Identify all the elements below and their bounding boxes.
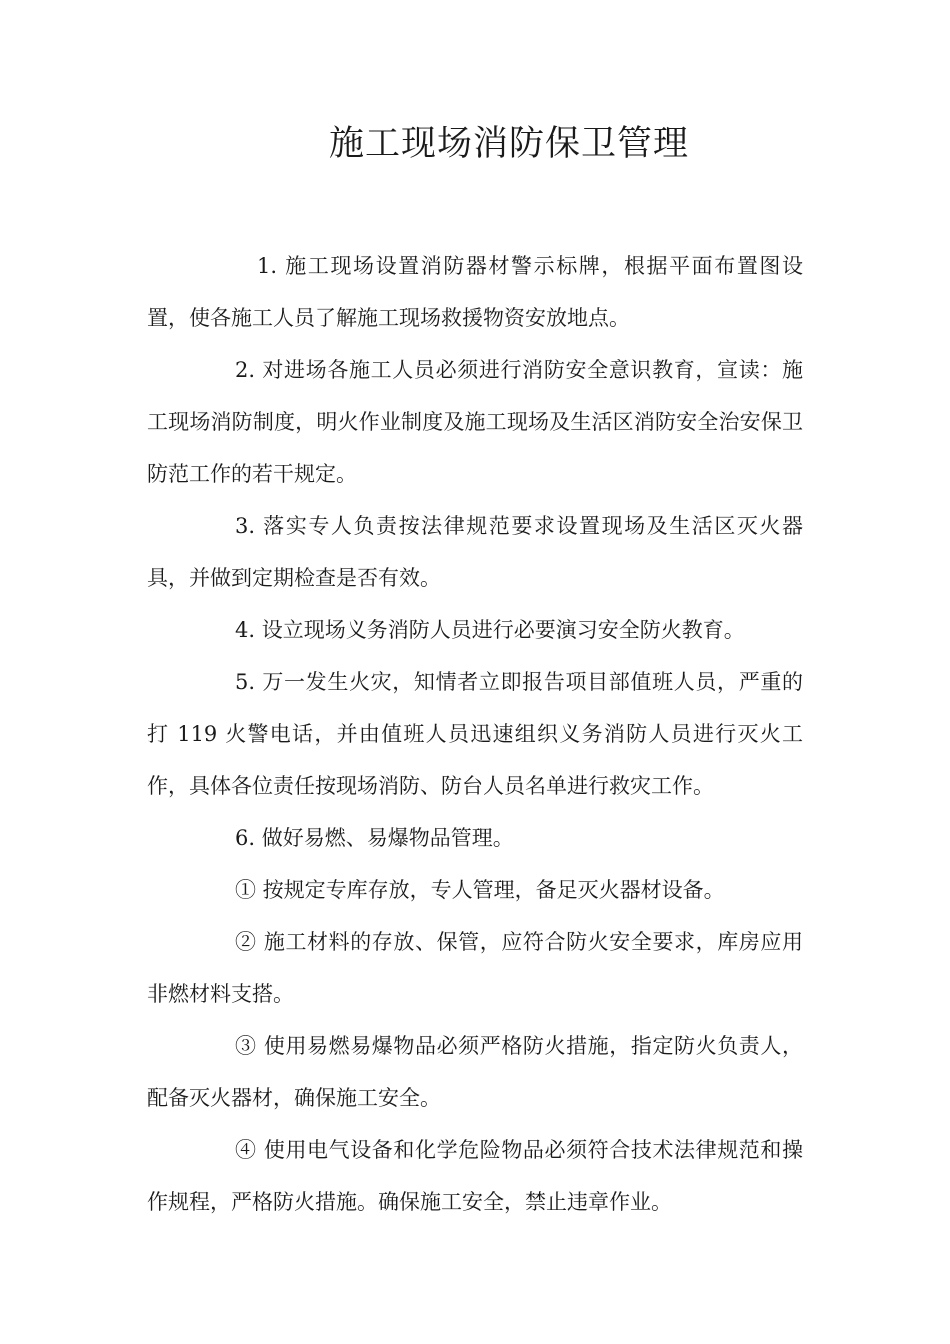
paragraph-3: 3. 落实专人负责按法律规范要求设置现场及生活区灭火器具，并做到定期检查是否有效。 — [147, 514, 803, 590]
paragraph-4: 4. 设立现场义务消防人员进行必要演习安全防火教育。 — [235, 618, 745, 642]
paragraph-1: 1. 施工现场设置消防器材警示标牌，根据平面布置图设置，使各施工人员了解施工现场救援物资安放地点。 — [147, 254, 803, 330]
sub-item-4: ④ 使用电气设备和化学危险物品必须符合技术法律规范和操作规程，严格防火措施。确保施工安全，禁止违章作业。 — [147, 1138, 803, 1214]
sub-item-1: ① 按规定专库存放，专人管理，备足灭火器材设备。 — [235, 878, 725, 902]
paragraph-5: 5. 万一发生火灾，知情者立即报告项目部值班人员，严重的打 119 火警电话，并由值班人员迅速组织义务消防人员进行灭火工作，具体各位责任按现场消防、防台人员名单进行救灾工作。 — [147, 670, 803, 798]
sub-item-2: ② 施工材料的存放、保管，应符合防火安全要求，库房应用非燃材料支搭。 — [147, 930, 803, 1006]
paragraph-2: 2. 对进场各施工人员必须进行消防安全意识教育，宣读：施工现场消防制度，明火作业制度及施工现场及生活区消防安全治安保卫防范工作的若干规定。 — [147, 358, 803, 486]
sub-item-3: ③ 使用易燃易爆物品必须严格防火措施，指定防火负责人，配备灭火器材，确保施工安全。 — [147, 1034, 803, 1110]
document-title: 施工现场消防保卫管理 — [328, 124, 689, 164]
document-body — [147, 240, 803, 1228]
paragraph-6: 6. 做好易燃、易爆物品管理。 — [235, 826, 514, 850]
